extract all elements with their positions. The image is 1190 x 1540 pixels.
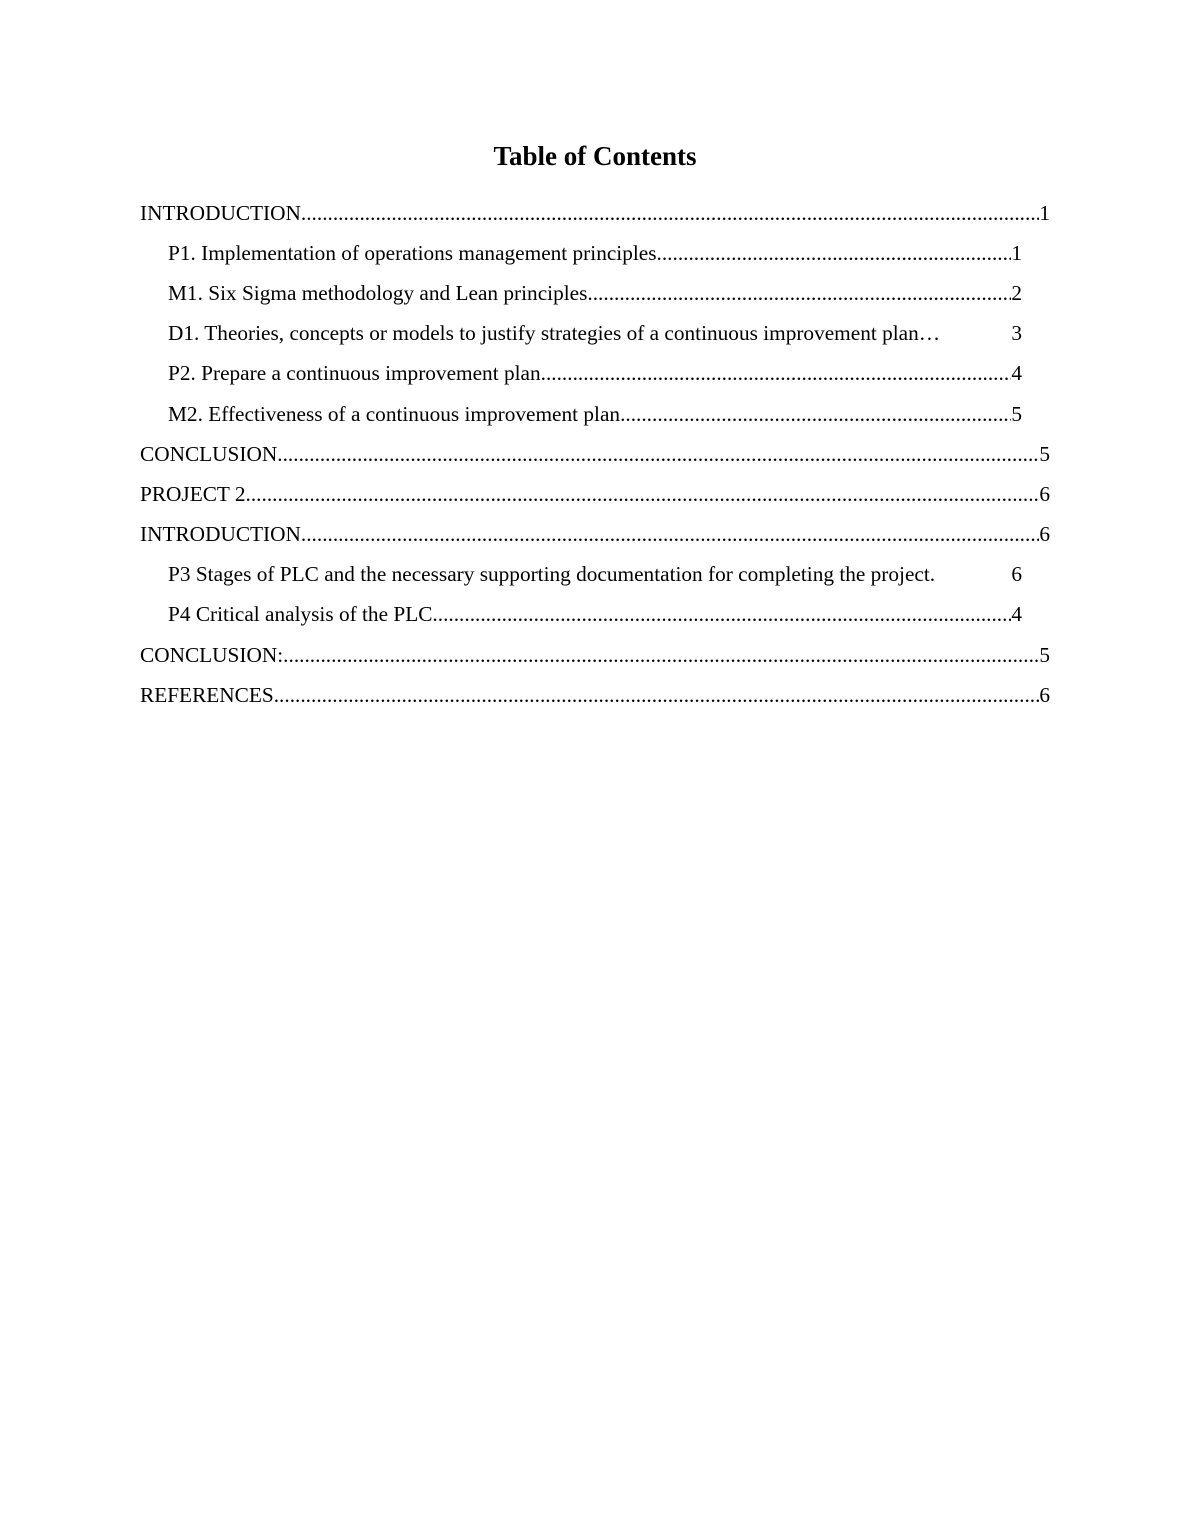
toc-dot-leader [283,643,1039,668]
toc-entry-label: P4 Critical analysis of the PLC [168,602,433,627]
toc-dot-leader [246,482,1040,507]
toc-entry[interactable] [168,394,1022,434]
toc-entry-label: PROJECT 2 [140,481,246,506]
toc-dot-leader [587,281,1011,306]
toc-dot-leader [301,522,1039,547]
toc-entry[interactable] [168,595,1022,635]
toc-entry[interactable] [140,193,1050,233]
toc-entry-label: P1. Implementation of operations management principles [168,240,657,265]
toc-entry[interactable] [140,635,1050,675]
toc-entry-label: P2. Prepare a continuous improvement plan [168,361,541,386]
toc-entry-page-number: 1 [1011,240,1022,265]
toc-entry-page-number: 6 [1039,522,1050,547]
toc-entry[interactable] [140,434,1050,474]
toc-dot-leader [277,442,1039,467]
toc-entry[interactable] [168,555,1022,595]
toc-dot-leader [432,602,1011,627]
toc-entry-page-number: 5 [1039,441,1050,466]
toc-entry-label: INTRODUCTION [140,522,301,547]
toc-dot-leader [541,361,1012,386]
toc-entry-page-number: 2 [1011,280,1022,305]
toc-entry-label: P3 Stages of PLC and the necessary supporting documentation for completing the project. [168,562,936,587]
toc-entry-page-number: 5 [1039,642,1050,667]
toc-entry-page-number: 5 [1011,401,1022,426]
toc-entry-page-number: 1 [1039,200,1050,225]
toc-entry-page-number: 3 [1011,321,1022,346]
toc-entry[interactable] [168,354,1022,394]
toc-dot-leader [657,241,1012,266]
toc-entry-label: CONCLUSION [140,441,278,466]
toc-entry[interactable] [140,675,1050,715]
toc-entry[interactable] [168,314,1022,354]
toc-entry-label: D1. Theories, concepts or models to justify strategies of a continuous improvement plan… [168,321,941,346]
toc-entry-label: INTRODUCTION [140,200,301,225]
toc-entry[interactable] [168,273,1022,313]
toc-dot-leader [274,683,1040,708]
toc-list [140,193,1050,715]
toc-entry-page-number: 6 [1039,682,1050,707]
toc-entry-label: M2. Effectiveness of a continuous improvement plan [168,401,621,426]
toc-dot-leader [620,402,1011,427]
toc-entry-page-number: 4 [1011,602,1022,627]
toc-dot-leader [301,201,1039,226]
toc-title: Table of Contents [493,141,697,171]
toc-entry-label: CONCLUSION: [140,642,284,667]
toc-entry-page-number: 4 [1011,361,1022,386]
toc-entry-label: REFERENCES [140,682,274,707]
toc-entry[interactable] [140,474,1050,514]
toc-entry-label: M1. Six Sigma methodology and Lean principles [168,280,588,305]
toc-entry[interactable] [168,233,1022,273]
toc-entry-page-number: 6 [1039,481,1050,506]
toc-entry[interactable] [140,515,1050,555]
toc-entry-page-number: 6 [1011,562,1022,587]
